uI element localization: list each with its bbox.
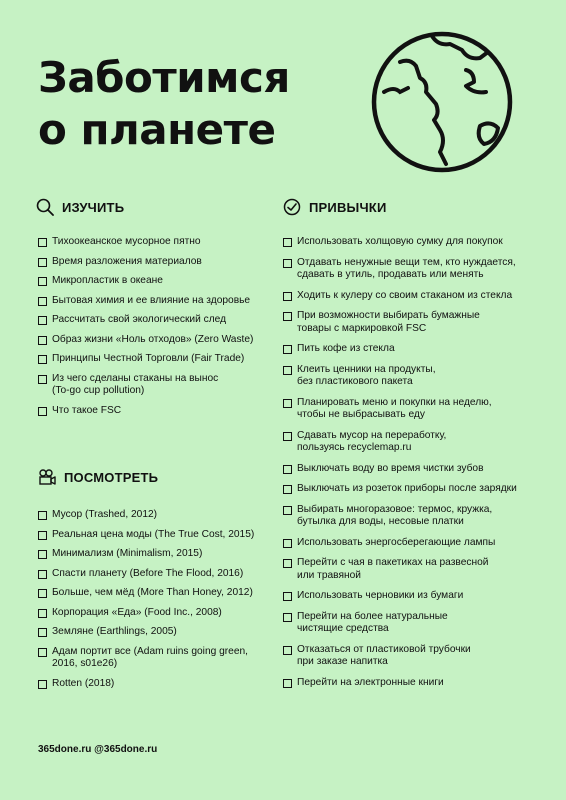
checkbox[interactable] [38, 680, 47, 689]
checklist-item [38, 236, 253, 249]
checklist-item-label: Спасти планету (Before The Flood, 2016) [52, 567, 244, 579]
checklist-item-label: Выключать воду во время чистки зубов [297, 462, 484, 474]
checklist-item-label: Планировать меню и покупки на неделю, чтобы не выбрасывать еду [297, 396, 492, 420]
checklist-item [38, 334, 253, 347]
checklist-item-label: Клеить ценники на продукты, без пластикового пакета [297, 363, 436, 387]
checklist-item-label: Rotten (2018) [52, 677, 115, 689]
checklist-item-label: Использовать энергосберегающие лампы [297, 536, 496, 548]
checkbox[interactable] [38, 511, 47, 520]
globe-icon [370, 30, 515, 175]
checklist-item-label: Микропластик в океане [52, 275, 163, 286]
checklist-item-label: Мусор (Trashed, 2012) [52, 509, 158, 520]
checkbox[interactable] [283, 366, 292, 375]
checklist-item-label: Минимализм (Minimalism, 2015) [52, 548, 203, 559]
checklist-item [283, 537, 517, 550]
checklist-item [283, 590, 517, 603]
checklist-item-label: Образ жизни «Ноль отходов» (Zero Waste) [52, 333, 254, 345]
checkbox[interactable] [38, 336, 47, 345]
checkbox[interactable] [38, 628, 47, 637]
page-title [38, 52, 290, 156]
checklist-item [38, 373, 253, 398]
checklist-item [38, 353, 253, 366]
checklist-item-label: Из чего сделаны стаканы на вынос (To-go cup pollution) [52, 372, 219, 396]
checklist-item-label: Корпорация «Еда» (Food Inc., 2008) [52, 606, 222, 618]
habits-list [283, 236, 517, 697]
checklist-item-label: Отказаться от пластиковой трубочки при заказе напитка [297, 643, 471, 667]
checkbox[interactable] [283, 292, 292, 301]
checklist-item [283, 504, 517, 529]
watch-section-heading [38, 468, 158, 486]
checklist-item [38, 548, 254, 561]
checkbox[interactable] [38, 570, 47, 579]
checklist-item-label: Больше, чем мёд (More Than Honey, 2012) [52, 587, 253, 598]
checkbox[interactable] [283, 432, 292, 441]
checklist-item [38, 295, 253, 308]
checkbox[interactable] [283, 539, 292, 548]
learn-section-heading [36, 198, 124, 216]
checklist-item-label: Использовать черновики из бумаги [297, 590, 464, 601]
title-line-2: о планете [38, 105, 276, 154]
checklist-item [38, 607, 254, 620]
checklist-item-label: Бытовая химия и ее влияние на здоровье [52, 294, 251, 306]
checkbox[interactable] [38, 238, 47, 247]
checklist-item-label: Реальная цена моды (The True Cost, 2015) [52, 528, 255, 540]
checkbox[interactable] [283, 592, 292, 601]
checkbox[interactable] [38, 550, 47, 559]
watch-list [38, 509, 254, 697]
checklist-item-label: Принципы Честной Торговли (Fair Trade) [52, 353, 245, 364]
title-line-1: Заботимся [38, 53, 290, 102]
checklist-item-label: Перейти на более натуральные чистящие средства [297, 610, 448, 634]
checklist-item [38, 509, 254, 522]
checklist-item-label: Время разложения материалов [52, 255, 202, 267]
checkbox[interactable] [283, 646, 292, 655]
checklist-item-label: Выбирать многоразовое: термос, кружка, бутылка для воды, несовые платки [297, 503, 493, 527]
learn-list [38, 236, 253, 424]
checklist-item-label: Перейти с чая в пакетиках на развесной или травяной [297, 557, 489, 581]
checkbox[interactable] [38, 316, 47, 325]
checklist-item [283, 257, 517, 282]
learn-heading-label: ИЗУЧИТЬ [62, 199, 125, 215]
checkbox[interactable] [38, 531, 47, 540]
checklist-item [283, 397, 517, 422]
checklist-item [283, 236, 517, 249]
checklist-item-label: Пить кофе из стекла [297, 343, 395, 354]
checkbox[interactable] [38, 375, 47, 384]
checkbox[interactable] [283, 238, 292, 247]
check-circle-icon [283, 198, 301, 216]
checklist-item [38, 314, 253, 327]
checklist-item [38, 626, 254, 639]
checkbox[interactable] [38, 277, 47, 286]
checkbox[interactable] [38, 407, 47, 416]
checklist-item [283, 677, 517, 690]
checkbox[interactable] [38, 648, 47, 657]
checkbox[interactable] [38, 355, 47, 364]
checklist-item [283, 364, 517, 389]
checkbox[interactable] [38, 258, 47, 267]
search-icon [36, 198, 54, 216]
checklist-item-label: При возможности выбирать бумажные товары с маркировкой FSC [297, 310, 480, 334]
checklist-item [38, 275, 253, 288]
checklist-item-label: Перейти на электронные книги [297, 676, 444, 688]
footer-credits: 365done.ru @365done.ru [38, 744, 158, 755]
checklist-item [38, 529, 254, 542]
checklist-item [283, 463, 517, 476]
checkbox[interactable] [283, 312, 292, 321]
checkbox[interactable] [38, 609, 47, 618]
checkbox[interactable] [283, 465, 292, 474]
habits-heading-label: ПРИВЫЧКИ [309, 199, 387, 215]
checklist-item [283, 644, 517, 669]
checklist-item-label: Отдавать ненужные вещи тем, кто нуждается, сдавать в утиль, продавать или менять [297, 256, 516, 280]
checklist-item [38, 568, 254, 581]
checkbox[interactable] [38, 589, 47, 598]
checklist-item [38, 587, 254, 600]
checklist-item-label: Тихоокеанское мусорное пятно [52, 236, 201, 247]
checklist-item [283, 290, 517, 303]
checklist-item [283, 310, 517, 335]
checklist-item [283, 343, 517, 356]
checklist-item-label: Что такое FSC [52, 404, 122, 416]
checklist-item [38, 646, 254, 671]
checklist-item [283, 611, 517, 636]
checklist-item-label: Рассчитать свой экологический след [52, 314, 227, 325]
checkbox[interactable] [283, 613, 292, 622]
checklist-item [283, 483, 517, 496]
habits-section-heading [283, 198, 387, 216]
checklist-item [38, 678, 254, 691]
checklist-item [38, 405, 253, 418]
checkbox[interactable] [283, 679, 292, 688]
checkbox[interactable] [283, 506, 292, 515]
checkbox[interactable] [283, 259, 292, 268]
video-camera-icon [38, 468, 56, 486]
checklist-item-label: Выключать из розеток приборы после зарядки [297, 483, 517, 494]
checklist-item-label: Адам портит все (Adam ruins going green, 2016, s01e26) [52, 645, 248, 669]
checklist-item-label: Использовать холщовую сумку для покупок [297, 236, 503, 247]
watch-heading-label: ПОСМОТРЕТЬ [64, 469, 159, 485]
checkbox[interactable] [283, 345, 292, 354]
checklist-item [283, 430, 517, 455]
checklist-item [283, 557, 517, 582]
checkbox[interactable] [283, 485, 292, 494]
checklist-item [38, 256, 253, 269]
checklist-item-label: Ходить к кулеру со своим стаканом из стекла [297, 289, 513, 301]
checkbox[interactable] [283, 559, 292, 568]
checklist-item-label: Земляне (Earthlings, 2005) [52, 626, 177, 637]
checklist-item-label: Сдавать мусор на переработку, пользуясь recyclemap.ru [297, 429, 447, 453]
checkbox[interactable] [38, 297, 47, 306]
checkbox[interactable] [283, 399, 292, 408]
